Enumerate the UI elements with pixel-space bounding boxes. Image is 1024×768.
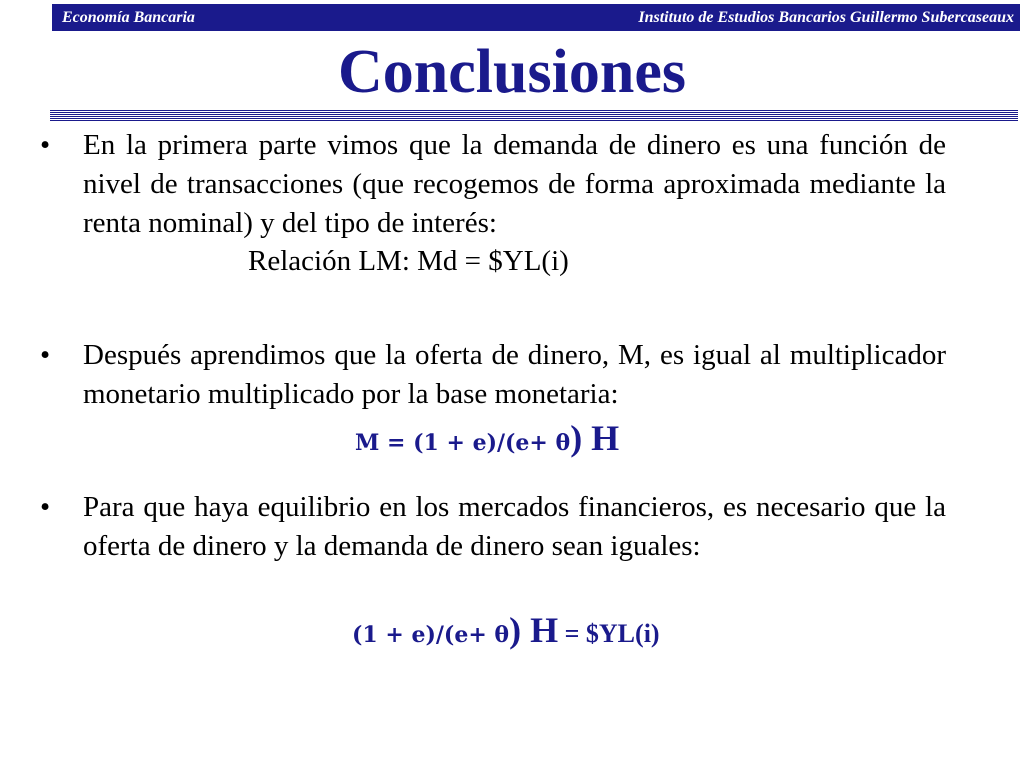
formula-equilibrium	[352, 612, 660, 653]
formula-equilibrium-h: ) H	[509, 610, 559, 650]
formula-money-supply-main: M = (1 + e)/(e+ θ	[355, 430, 571, 456]
header-institute-name: Instituto de Estudios Bancarios Guillermo Subercaseaux	[638, 9, 1014, 26]
bullet-marker: •	[40, 339, 51, 371]
formula-equilibrium-i: i	[643, 619, 651, 648]
header-course-name: Economía Bancaria	[62, 9, 195, 26]
bullet-demand-money	[40, 126, 946, 243]
bullet-marker: •	[40, 129, 51, 161]
bullet-text: En la primera parte vimos que la demanda de dinero es una función de nivel de transacciones (que recogemos de forma aproximada mediante la renta nominal) y del tipo de interés:	[83, 129, 946, 239]
formula-money-supply	[355, 420, 619, 461]
formula-equilibrium-lhs: (1 + e)/(e+ θ	[352, 622, 510, 648]
bullet-marker: •	[40, 491, 51, 523]
formula-equilibrium-rhs: = $YL(	[558, 619, 644, 648]
title-underline-rule	[50, 110, 1018, 122]
formula-equilibrium-close: )	[650, 619, 660, 648]
header-bar	[52, 4, 1020, 31]
formula-lm-relation: Relación LM: Md = $YL(i)	[248, 245, 569, 277]
bullet-money-supply	[40, 336, 946, 414]
bullet-text: Para que haya equilibrio en los mercados financieros, es necesario que la oferta de dinero y la demanda de dinero sean iguales:	[83, 491, 946, 562]
bullet-text: Después aprendimos que la oferta de dinero, M, es igual al multiplicador monetario multiplicado por la base monetaria:	[83, 339, 946, 410]
slide-title: Conclusiones	[338, 38, 686, 106]
formula-money-supply-tail: ) H	[570, 418, 620, 458]
bullet-equilibrium	[40, 488, 946, 566]
